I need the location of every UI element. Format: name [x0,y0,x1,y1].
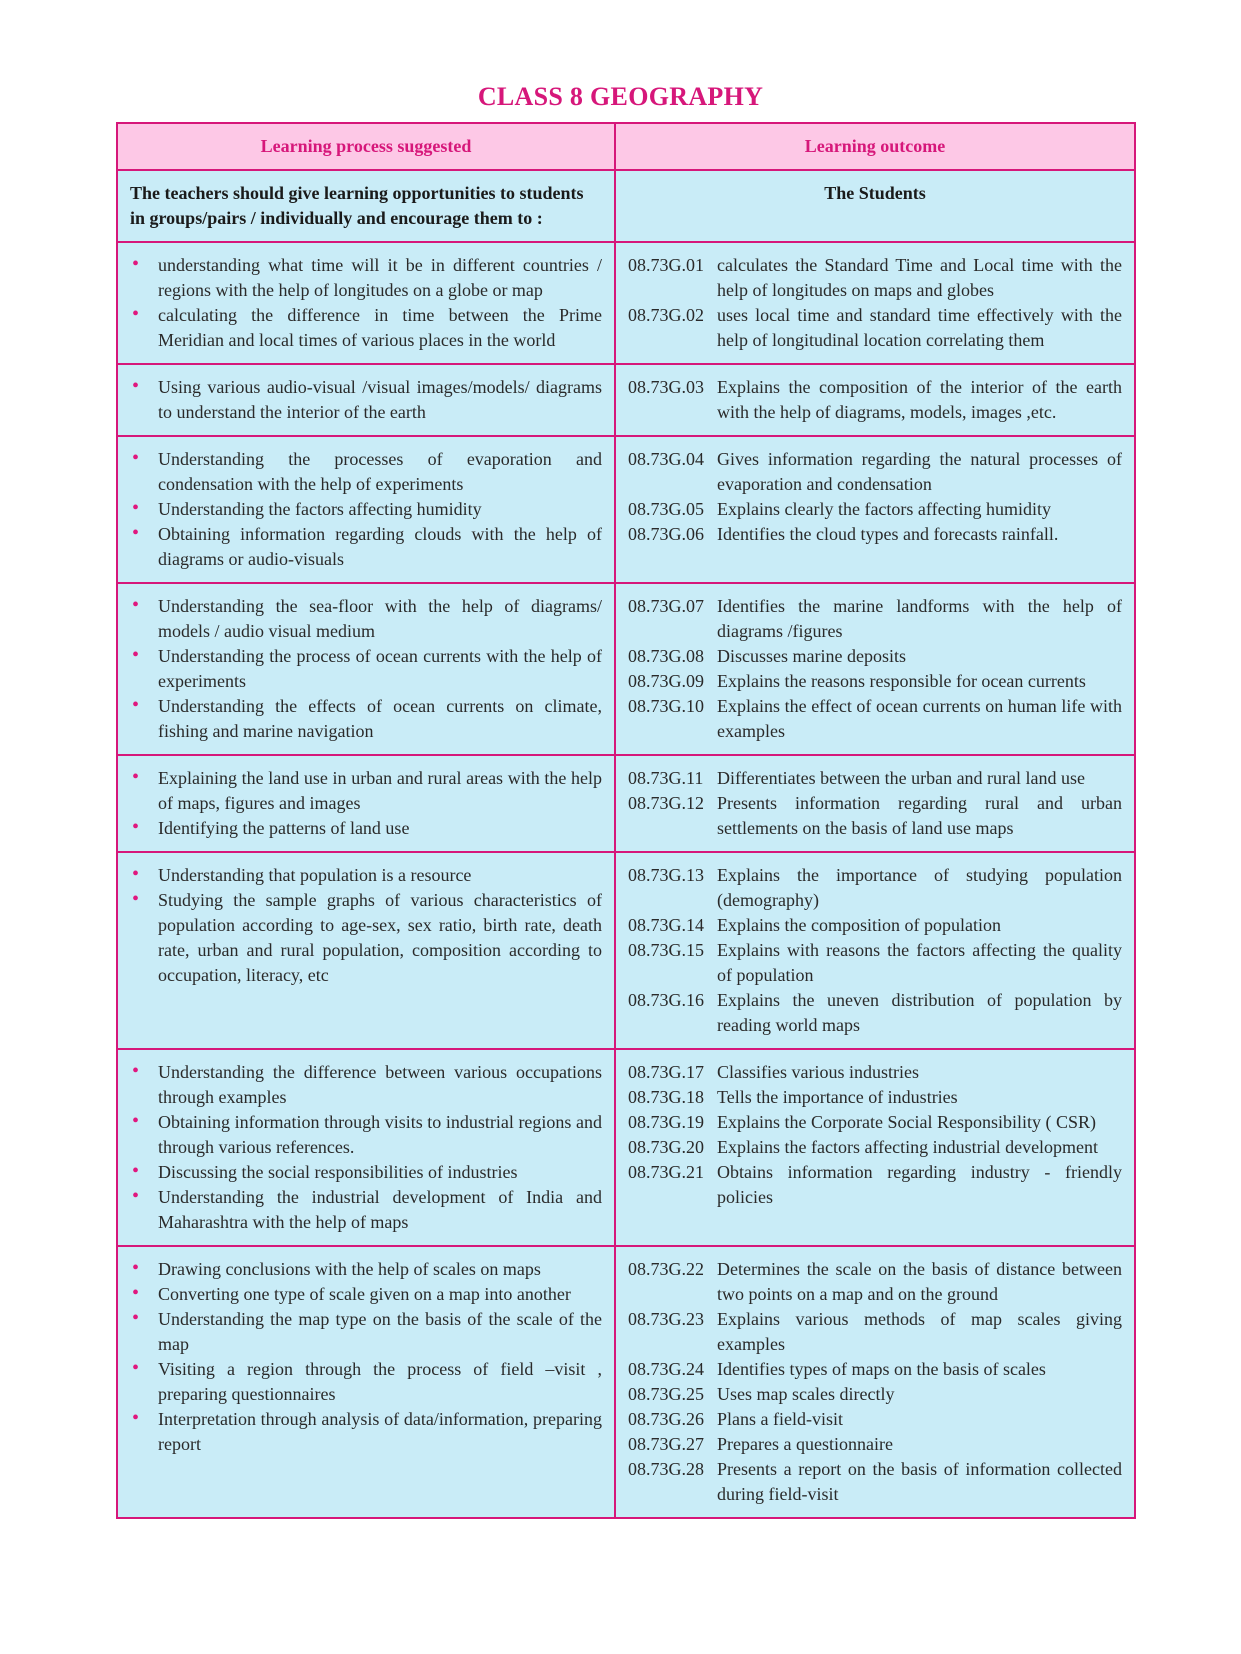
bullet-dot-icon: • [132,497,140,519]
process-item [130,1357,602,1407]
process-list [130,447,602,572]
table-row [117,852,1135,1049]
learning-process-cell [117,583,615,755]
outcome-code: 08.73G.09 [628,671,704,691]
process-list [130,375,602,425]
learning-process-cell [117,852,615,1049]
process-item [130,522,602,572]
bullet-dot-icon: • [132,1110,140,1132]
process-text: calculating the difference in time between the Prime Meridian and local times of various places in the world [158,305,602,350]
bullet-dot-icon: • [132,375,140,397]
outcome-text: Presents information regarding rural and urban settlements on the basis of land use maps [717,793,1122,838]
learning-outcome-cell [615,364,1135,436]
outcome-text: calculates the Standard Time and Local time with the help of longitudes on maps and globes [717,255,1122,300]
outcome-text: Presents a report on the basis of information collected during field-visit [717,1459,1122,1504]
bullet-dot-icon: • [132,1060,140,1082]
bullet-dot-icon: • [132,816,140,838]
learning-process-cell [117,1049,615,1246]
process-text: Understanding the factors affecting humidity [158,499,482,519]
outcome-text: Discusses marine deposits [717,646,906,666]
outcome-text: Explains various methods of map scales giving examples [717,1309,1122,1354]
process-item [130,816,602,841]
outcome-code: 08.73G.16 [628,990,704,1010]
bullet-dot-icon: • [132,766,140,788]
bullet-dot-icon: • [132,1407,140,1429]
outcome-item [628,1432,1122,1457]
process-list [130,863,602,988]
outcome-text: Explains the composition of population [717,915,1001,935]
learning-process-cell [117,1246,615,1518]
outcome-code: 08.73G.08 [628,646,704,666]
process-text: Understanding the effects of ocean currents on climate, fishing and marine navigation [158,696,602,741]
outcome-text: Obtains information regarding industry - friendly policies [717,1162,1122,1207]
outcome-item [628,644,1122,669]
process-item [130,1257,602,1282]
process-text: Explaining the land use in urban and rural areas with the help of maps, figures and images [158,768,602,813]
outcome-code: 08.73G.23 [628,1309,704,1329]
table-row [117,436,1135,583]
process-text: Visiting a region through the process of field –visit , preparing questionnaires [158,1359,602,1404]
outcome-item [628,1135,1122,1160]
learning-outcome-cell [615,583,1135,755]
process-item [130,253,602,303]
process-item [130,1110,602,1160]
process-text: Interpretation through analysis of data/information, preparing report [158,1409,602,1454]
process-item [130,863,602,888]
outcome-text: Explains the composition of the interior of the earth with the help of diagrams, models, images ,etc. [717,377,1122,422]
learning-outcome-cell [615,1049,1135,1246]
outcome-item [628,863,1122,913]
outcome-item [628,938,1122,988]
outcome-item [628,1357,1122,1382]
process-list [130,766,602,841]
bullet-dot-icon: • [132,694,140,716]
outcome-text: Explains the factors affecting industrial development [717,1137,1099,1157]
process-text: Drawing conclusions with the help of scales on maps [158,1259,541,1279]
outcome-code: 08.73G.05 [628,499,704,519]
outcome-text: Classifies various industries [717,1062,919,1082]
process-text: Understanding the map type on the basis of the scale of the map [158,1309,602,1354]
outcome-item [628,913,1122,938]
outcome-code: 08.73G.01 [628,255,704,275]
table-row [117,583,1135,755]
outcome-code: 08.73G.20 [628,1137,704,1157]
outcome-item [628,669,1122,694]
bullet-dot-icon: • [132,1185,140,1207]
intro-instruction: The teachers should give learning opportunities to students in groups/pairs / individually and encourage them to : [117,170,615,242]
process-text: Understanding that population is a resource [158,865,472,885]
process-item [130,888,602,988]
outcome-item [628,447,1122,497]
table-body [117,170,1135,1518]
outcome-item [628,766,1122,791]
process-item [130,1282,602,1307]
process-item [130,375,602,425]
outcome-code: 08.73G.02 [628,305,704,325]
outcome-text: Differentiates between the urban and rural land use [717,768,1086,788]
bullet-dot-icon: • [132,253,140,275]
process-item [130,644,602,694]
process-text: Understanding the difference between various occupations through examples [158,1062,602,1107]
outcome-item [628,522,1122,547]
outcome-item [628,303,1122,353]
outcome-text: Uses map scales directly [717,1384,895,1404]
bullet-dot-icon: • [132,522,140,544]
bullet-dot-icon: • [132,1307,140,1329]
outcome-code: 08.73G.25 [628,1384,704,1404]
outcome-item [628,1257,1122,1307]
outcome-code: 08.73G.21 [628,1162,704,1182]
learning-outcome-cell [615,852,1135,1049]
process-text: understanding what time will it be in different countries / regions with the help of longitudes on a globe or map [158,255,602,300]
bullet-dot-icon: • [132,888,140,910]
outcome-code: 08.73G.17 [628,1062,704,1082]
process-text: Understanding the sea-floor with the help of diagrams/ models / audio visual medium [158,596,602,641]
process-item [130,1307,602,1357]
process-item [130,447,602,497]
process-list [130,1060,602,1235]
outcome-item [628,694,1122,744]
process-text: Understanding the industrial development of India and Maharashtra with the help of maps [158,1187,602,1232]
bullet-dot-icon: • [132,447,140,469]
bullet-dot-icon: • [132,1160,140,1182]
table-row [117,1049,1135,1246]
outcome-text: Explains the uneven distribution of population by reading world maps [717,990,1122,1035]
process-item [130,497,602,522]
process-item [130,766,602,816]
process-text: Obtaining information regarding clouds with the help of diagrams or audio-visuals [158,524,602,569]
outcome-item [628,1307,1122,1357]
outcome-text: Prepares a questionnaire [717,1434,893,1454]
outcome-code: 08.73G.10 [628,696,704,716]
outcome-text: Identifies the cloud types and forecasts rainfall. [717,524,1059,544]
outcome-text: Explains the effect of ocean currents on human life with examples [717,696,1122,741]
outcome-code: 08.73G.04 [628,449,704,469]
page-title: CLASS 8 GEOGRAPHY [477,82,764,111]
outcome-text: Gives information regarding the natural processes of evaporation and condensation [717,449,1122,494]
process-text: Studying the sample graphs of various characteristics of population according to age-sex, sex ratio, birth rate, death rate, urban and rural population, composition according to occupation, literacy, etc [158,890,602,985]
learning-process-cell [117,755,615,852]
outcome-item [628,497,1122,522]
bullet-dot-icon: • [132,1257,140,1279]
table-row [117,364,1135,436]
outcome-text: Tells the importance of industries [717,1087,958,1107]
outcome-code: 08.73G.27 [628,1434,704,1454]
outcome-text: Determines the scale on the basis of distance between two points on a map and on the ground [717,1259,1122,1304]
outcome-code: 08.73G.26 [628,1409,704,1429]
bullet-dot-icon: • [132,303,140,325]
process-text: Identifying the patterns of land use [158,818,410,838]
process-item [130,1060,602,1110]
outcome-text: Identifies the marine landforms with the help of diagrams /figures [717,596,1122,641]
outcome-text: Explains with reasons the factors affecting the quality of population [717,940,1122,985]
outcome-item [628,1457,1122,1507]
bullet-dot-icon: • [132,644,140,666]
column-header-learning-outcome: Learning outcome [615,123,1135,170]
outcome-text: Identifies types of maps on the basis of scales [717,1359,1046,1379]
process-item [130,303,602,353]
outcome-code: 08.73G.22 [628,1259,704,1279]
intro-students: The Students [615,170,1135,242]
outcome-text: Explains the reasons responsible for ocean currents [717,671,1086,691]
process-item [130,1185,602,1235]
outcome-code: 08.73G.19 [628,1112,704,1132]
learning-outcome-cell [615,436,1135,583]
outcome-code: 08.73G.03 [628,377,704,397]
outcome-text: Plans a field-visit [717,1409,843,1429]
outcome-code: 08.73G.24 [628,1359,704,1379]
learning-process-cell [117,364,615,436]
learning-outcomes-table [116,122,1136,1519]
process-text: Understanding the processes of evaporation and condensation with the help of experiments [158,449,602,494]
table-header [117,123,1135,170]
outcome-item [628,1085,1122,1110]
outcome-text: uses local time and standard time effectively with the help of longitudinal location correlating them [717,305,1122,350]
learning-outcome-cell [615,1246,1135,1518]
bullet-dot-icon: • [132,863,140,885]
process-item [130,594,602,644]
bullet-dot-icon: • [132,1357,140,1379]
process-text: Obtaining information through visits to industrial regions and through various references. [158,1112,602,1157]
column-header-learning-process: Learning process suggested [117,123,615,170]
outcome-item [628,594,1122,644]
table-row [117,1246,1135,1518]
outcome-code: 08.73G.06 [628,524,704,544]
process-item [130,1407,602,1457]
process-text: Using various audio-visual /visual images/models/ diagrams to understand the interior of the earth [158,377,602,422]
outcome-item [628,1160,1122,1210]
table-row [117,755,1135,852]
learning-process-cell [117,436,615,583]
outcome-item [628,791,1122,841]
process-list [130,594,602,744]
header-row [117,123,1135,170]
outcome-code: 08.73G.14 [628,915,704,935]
bullet-dot-icon: • [132,1282,140,1304]
process-text: Converting one type of scale given on a map into another [158,1284,571,1304]
outcome-text: Explains clearly the factors affecting humidity [717,499,1052,519]
intro-row [117,170,1135,242]
outcome-code: 08.73G.11 [628,768,704,788]
process-list [130,1257,602,1457]
outcome-code: 08.73G.15 [628,940,704,960]
process-item [130,1160,602,1185]
process-text: Understanding the process of ocean currents with the help of experiments [158,646,602,691]
process-list [130,253,602,353]
outcome-text: Explains the importance of studying population (demography) [717,865,1122,910]
outcome-item [628,1110,1122,1135]
learning-outcome-cell [615,755,1135,852]
bullet-dot-icon: • [132,594,140,616]
outcome-item [628,1060,1122,1085]
outcome-code: 08.73G.07 [628,596,704,616]
outcome-item [628,988,1122,1038]
outcome-code: 08.73G.18 [628,1087,704,1107]
outcome-text: Explains the Corporate Social Responsibility ( CSR) [717,1112,1096,1132]
outcome-item [628,1382,1122,1407]
learning-process-cell [117,242,615,364]
process-text: Discussing the social responsibilities of industries [158,1162,518,1182]
table-row [117,242,1135,364]
outcome-code: 08.73G.28 [628,1459,704,1479]
outcome-item [628,375,1122,425]
learning-outcome-cell [615,242,1135,364]
process-item [130,694,602,744]
outcome-code: 08.73G.13 [628,865,704,885]
outcome-item [628,253,1122,303]
outcome-code: 08.73G.12 [628,793,704,813]
outcome-item [628,1407,1122,1432]
